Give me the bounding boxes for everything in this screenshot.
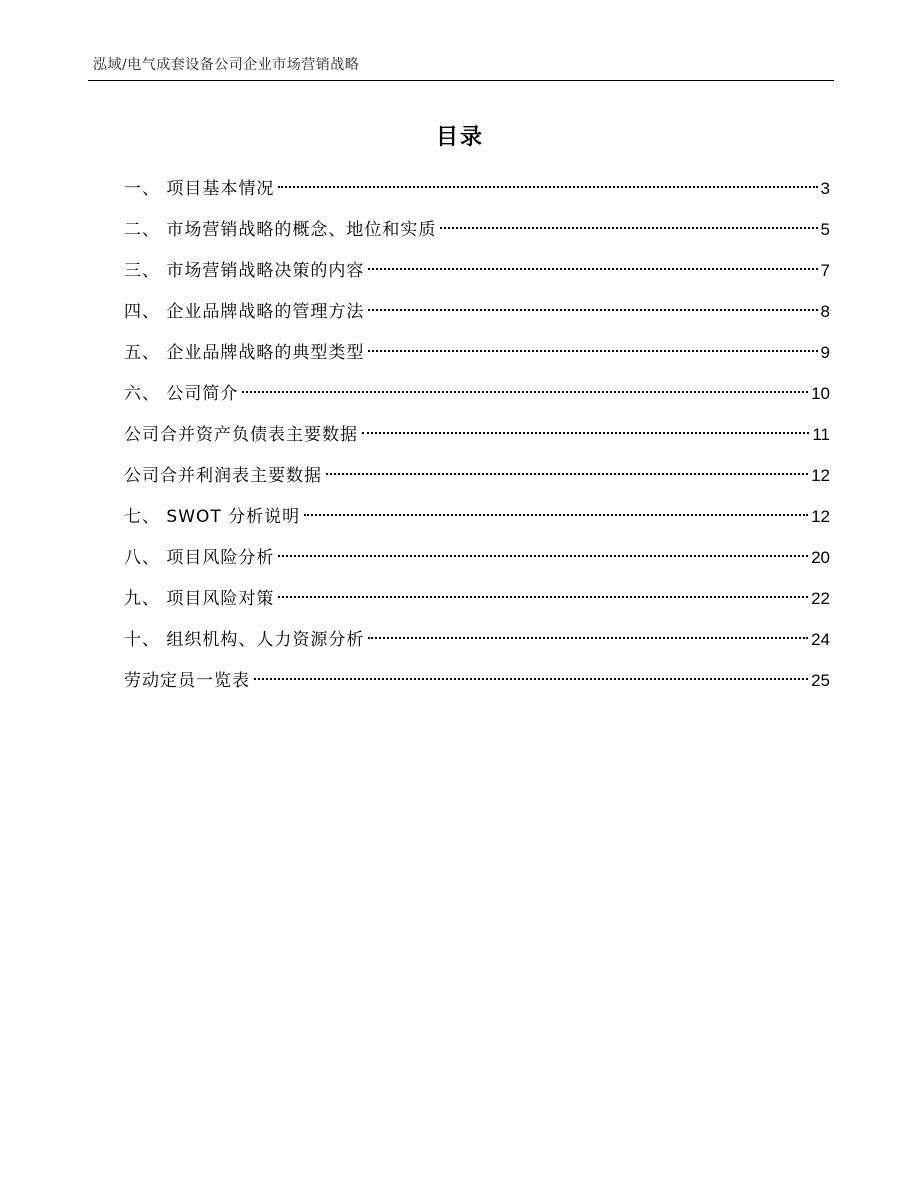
toc-entry-label: 五、 企业品牌战略的典型类型 [124, 343, 365, 363]
toc-entry-page: 3 [820, 179, 830, 198]
toc-entry-label: 劳动定员一览表 [124, 671, 250, 691]
toc-leader-dots [278, 555, 808, 557]
toc-entry-label: 四、 企业品牌战略的管理方法 [124, 302, 365, 322]
toc-leader-dots [440, 227, 817, 229]
toc-entry-label: 九、 项目风险对策 [124, 589, 275, 609]
toc-entry[interactable] [124, 209, 830, 250]
toc-leader-dots [362, 432, 809, 434]
toc-entry-page: 24 [811, 630, 830, 649]
page-title: 目录 [435, 125, 484, 150]
toc-entry[interactable] [124, 414, 830, 455]
toc-entry-page: 11 [812, 425, 830, 444]
toc-leader-dots [254, 678, 808, 680]
toc-entry[interactable] [124, 660, 830, 701]
table-of-contents [124, 168, 830, 701]
toc-entry[interactable] [124, 291, 830, 332]
toc-entry-label: 六、 公司简介 [124, 384, 239, 404]
toc-leader-dots [368, 350, 817, 352]
header-divider [88, 80, 834, 81]
toc-entry[interactable] [124, 250, 830, 291]
toc-leader-dots [326, 473, 808, 475]
toc-leader-dots [278, 596, 808, 598]
toc-entry[interactable] [124, 373, 830, 414]
toc-leader-dots [304, 514, 808, 516]
toc-entry[interactable] [124, 578, 830, 619]
toc-entry[interactable] [124, 537, 830, 578]
toc-entry-label: 一、 项目基本情况 [124, 179, 275, 199]
toc-entry-page: 20 [811, 548, 830, 567]
toc-entry-label: 七、 SWOT 分析说明 [124, 507, 301, 527]
toc-entry-label: 十、 组织机构、人力资源分析 [124, 630, 365, 650]
toc-entry-label: 公司合并利润表主要数据 [124, 466, 322, 486]
toc-entry-label: 三、 市场营销战略决策的内容 [124, 261, 365, 281]
running-header: 泓域/电气成套设备公司企业市场营销战略 [93, 57, 360, 73]
toc-leader-dots [368, 268, 817, 270]
toc-leader-dots [242, 391, 808, 393]
toc-entry-page: 12 [811, 466, 830, 485]
toc-entry-page: 5 [820, 220, 830, 239]
toc-entry-page: 22 [811, 589, 830, 608]
toc-entry[interactable] [124, 496, 830, 537]
toc-leader-dots [368, 637, 808, 639]
toc-entry-label: 二、 市场营销战略的概念、地位和实质 [124, 220, 437, 240]
toc-leader-dots [278, 186, 817, 188]
toc-entry-page: 12 [811, 507, 830, 526]
toc-entry-page: 8 [820, 302, 830, 321]
toc-entry-page: 7 [820, 261, 830, 280]
toc-entry-label: 公司合并资产负债表主要数据 [124, 425, 358, 445]
toc-entry-page: 10 [811, 384, 830, 403]
toc-entry[interactable] [124, 168, 830, 209]
toc-entry-page: 25 [811, 671, 830, 690]
toc-entry[interactable] [124, 455, 830, 496]
toc-entry[interactable] [124, 619, 830, 660]
toc-entry[interactable] [124, 332, 830, 373]
toc-entry-label: 八、 项目风险分析 [124, 548, 275, 568]
toc-leader-dots [368, 309, 817, 311]
toc-entry-page: 9 [820, 343, 830, 362]
